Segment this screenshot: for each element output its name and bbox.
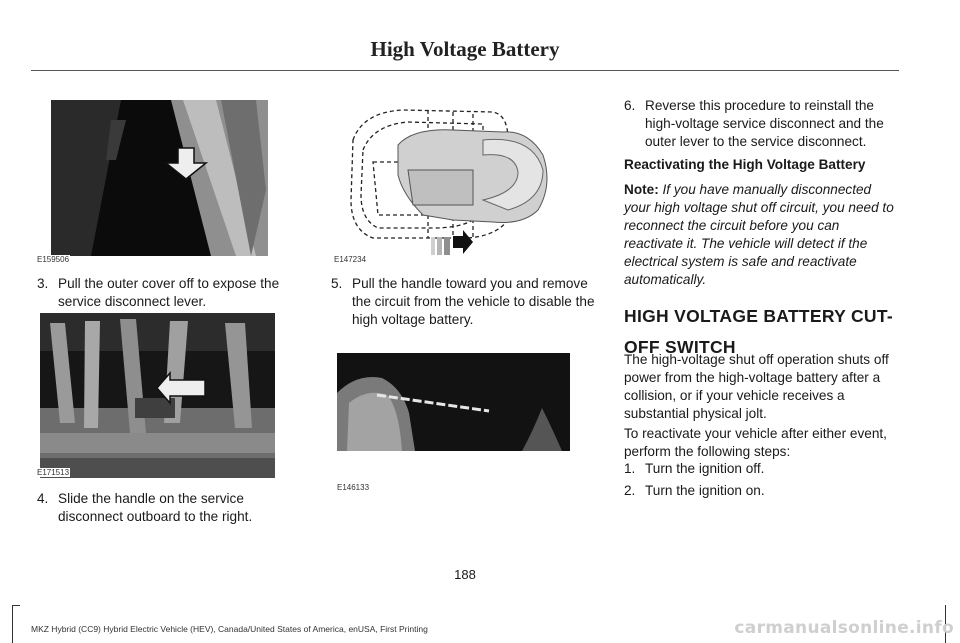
list-text: Turn the ignition off. xyxy=(645,461,765,476)
section-heading-line2: OFF SWITCH xyxy=(624,337,736,357)
figure-code: E159506 xyxy=(37,255,70,264)
crop-mark xyxy=(12,605,13,643)
section-paragraph-2: To reactivate your vehicle after either event, perform the following steps: xyxy=(624,426,887,459)
footer-text: MKZ Hybrid (CC9) Hybrid Electric Vehicle (HEV), Canada/United States of America, enUSA, First Printing xyxy=(31,624,428,634)
step-number: 6. xyxy=(624,98,636,113)
crop-mark xyxy=(12,605,20,606)
step-text: Pull the handle toward you and remove the circuit from the vehicle to disable the high voltage battery. xyxy=(352,276,595,327)
watermark: carmanualsonline.info xyxy=(734,618,954,638)
reactivating-heading: Reactivating the High Voltage Battery xyxy=(624,157,866,172)
section-paragraph-1: The high-voltage shut off operation shuts off power from the high-voltage battery after a collision, or if your vehicle receives a substantial physical jolt. xyxy=(624,352,889,421)
step-4 xyxy=(37,490,297,526)
figure-disconnect-drawing xyxy=(333,100,568,256)
list-item-2 xyxy=(624,482,899,500)
note-text: If you have manually disconnected your high voltage shut off circuit, you need to reconnect the circuit before you can reactivate it. The vehicle will detect if the electrical system is safe and reactivate automatically. xyxy=(624,182,894,287)
header-rule xyxy=(31,70,899,71)
step-number: 3. xyxy=(37,276,49,291)
list-number: 1. xyxy=(624,461,636,476)
step-6 xyxy=(624,97,899,151)
step-number: 5. xyxy=(331,276,343,291)
list-text: Turn the ignition on. xyxy=(645,483,765,498)
figure-code: E147234 xyxy=(334,255,367,264)
step-3 xyxy=(37,275,297,311)
note-label: Note: xyxy=(624,182,659,197)
step-5 xyxy=(331,275,606,329)
figure-circuit-photo xyxy=(337,353,570,451)
step-text: Slide the handle on the service disconnect outboard to the right. xyxy=(58,491,253,524)
list-item-1 xyxy=(624,460,899,478)
page-title: High Voltage Battery xyxy=(370,37,560,61)
figure-code: E171513 xyxy=(37,468,70,477)
step-text: Reverse this procedure to reinstall the high-voltage service disconnect and the outer lever to the service disconnect. xyxy=(645,98,884,149)
step-number: 4. xyxy=(37,491,49,506)
figure-lever-photo xyxy=(40,313,275,478)
page-number: 188 xyxy=(454,567,476,582)
figure-code: E146133 xyxy=(337,483,370,492)
section-heading-line1: HIGH VOLTAGE BATTERY CUT- xyxy=(624,306,894,326)
note xyxy=(624,181,898,289)
figure-cover-photo xyxy=(51,100,268,256)
list-number: 2. xyxy=(624,483,636,498)
step-text: Pull the outer cover off to expose the service disconnect lever. xyxy=(58,276,280,309)
